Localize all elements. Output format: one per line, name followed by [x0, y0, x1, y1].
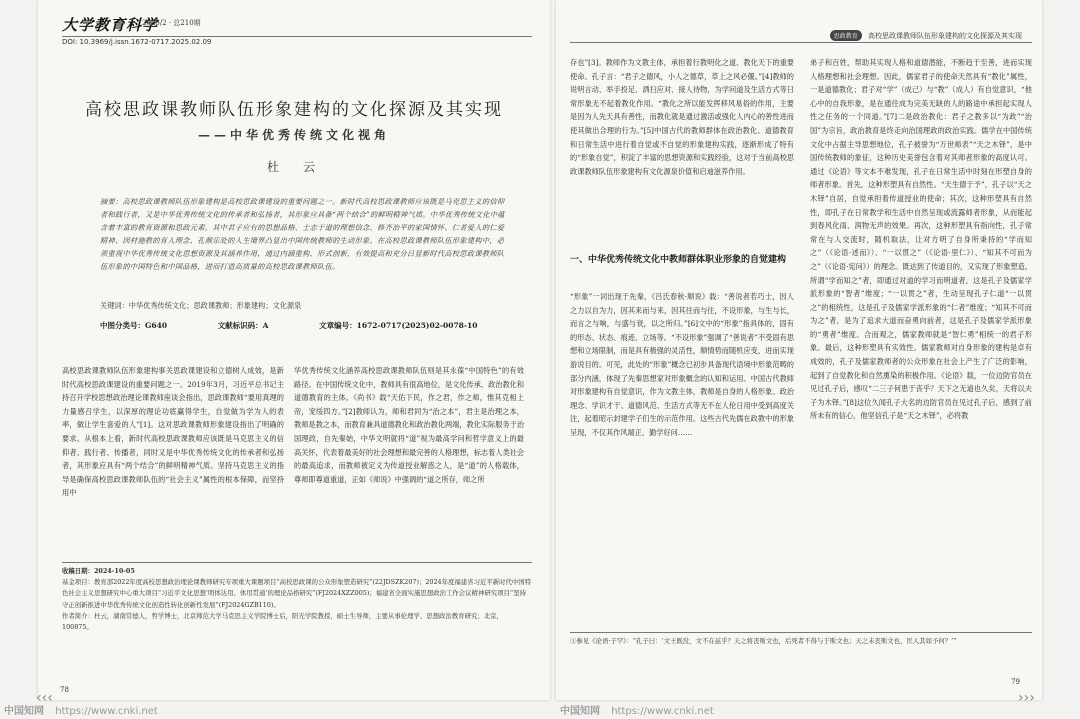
footnote-block — [62, 566, 532, 633]
article-number: 文章编号：1672-0717(2025)02-0078-10 — [319, 321, 478, 330]
footnote-rule-right — [570, 632, 1032, 633]
body-column-3 — [570, 56, 794, 246]
body-text: 弟子和百姓，帮助其实现人格和道德潜能，不断趋于至善，进而实现人格理想和社会理想。因此，儒家君子的使命天然具有“教化”属性，一是道德教化；君子对“学”（成己）与“教”（成人）有自觉意识，“他心中的自我形象，是在通往成为完美无缺的人的路途中承担起实现人性之任务的一个同道。”[7]二是政治教化：君子之教多以“为政”“治国”为宗旨，政治教育是终走向治国理政的政治实践。儒学在中国传统文化中占据主导思想地位，孔子被誉为“万世师表”“天之木铎”，是中国传统教师的象征，这种历史美誉包含着对其师者形象的高度认可。通过《论语》等文本不难发现，孔子在日常生活中时刻在形塑自身的师者形象。首先，这种形塑具有自然性。“天生德于予”，孔子以“天之木铎”自居，自觉承担着传道授业的使命；其次，这种形塑具有自然性，即孔子在日常教学和生活中自然呈现或流露师者形象，从而能起到春风化雨、润物无声的效果。再次，这种形塑具有指向性，孔子常常在与人交流时，随机取法，让对方明了自身所秉持的“学而知之”（《论语·述而》）、“一以贯之”（《论语·里仁》）、“知其不可而为之”（《论语·宪问》）的理念。既达到了传道目的，又实现了形象塑造。所谓“学而知之”者，即通过对道的学习而明道者，这是孔子及儒家学派形象的“智者”维度；“一以贯之”者，生动呈现孔子仁道“一以贯之”的相统性，这是孔子及儒家学派形象的“仁者”维度；“知其不可而为之”者，是为了追求大道而奋勇向前者，这是孔子及儒家学派形象的“勇者”维度。合而观之，儒家教师就是“智仁勇”相统一的君子形象。最后，这种形塑具有实效性。儒家教师对自身形象的建构是卓有成效的，孔子及儒家教师者的公众形象在社会上产生了广泛的影响，起到了自觉教化和自然熏染的积极作用。《论语》载，一位边防官员在见过孔子后，感叹“二三子何患于丧乎？天下之无道也久矣，天将以夫子为木铎。”[8]这位久闻孔子大名的边防官员在见过孔子后，感到了前所未有的信心，他坚信孔子是“天之木铎”，必将教 — [810, 58, 1032, 421]
doi: DOI: 10.3969/j.issn.1672-0717.2025.02.09 — [62, 38, 212, 46]
body-text: “形象”一词出现于先秦，《吕氏春秋·顺说》载：“善说者若巧士，因人之力以自为力，因其来而与来，因其往而与往，不设形象，与生与长，而言之与响，与盛与衰，以之所归。”[6]文中的“形象”指具体的，固有的形态、状态、痕迹、立场等。“不设形象”强调了“善说者”不受固有思想和立场限制，而是具有极强的灵活性，顺情势而随机应变，进而实现游说目的。可见，此处的“形象”概念已初步具备现代语境中形象范畴的部分内涵，体现了先秦思想家对形象概念的认知和运用。中国古代教师对形象建构有自觉意识，作为文教主体，教师是自身的人格形象、政治理念、学识才干、道德风范、生活方式等无不在人伦日用中受到高度关注，起着昭示封建学子们生的示范作用。这些古代先儒在政教中的形象呈现，不仅其作风端正、勤学好问…… — [570, 292, 794, 437]
running-head — [830, 30, 1022, 41]
author-info: 作者简介：杜云，湖南常德人，哲学博士，北京师范大学马克思主义学院博士后，阳光学院教授，硕士生导师，主要从事伦理学、思想政治教育研究；北京，100875。 — [62, 611, 503, 632]
left-page — [38, 0, 550, 700]
watermark-center — [560, 702, 714, 717]
section-heading: 一、中华优秀传统文化中教师群体职业形象的自觉建构 — [570, 255, 787, 265]
right-page — [556, 0, 1042, 700]
body-text: 存也”[3]。教师作为文教主体，承担着行教明化之道、教化天下的重要使命。孔子言：“君子之德风，小人之德草，草上之风必偃。”[4]教师的说明言动、举手投足、洒扫应对、接人待物，为学问道及生活方式等日常形象无不起着教化作用。“教化之所以能发挥移风易俗的作用，主要是因为人先天具有善性，而教化就是通过激活或强化人内心的善性进而使其做出合理的行为。”[5]中国古代的教师群体在政治教化、道德教育和日常生活中进行着自觉或不自觉的形象建构实践，逐渐形成了特有的“形象自觉”，积淀了丰富的思想资源和实践经验，这对于当前高校思政课教师队伍形象建构有文化源泉价值和启迪滋养作用。 — [570, 58, 794, 176]
received-date: 收稿日期：2024-10-05 — [62, 567, 135, 575]
running-head-text: 高校思政课教师队伍形象建构的文化探源及其实现 — [868, 32, 1022, 40]
clc-number: 中图分类号：G640 — [100, 321, 168, 330]
footnote-right: ①参见《论语·子罕》：“孔子曰：‘文王既没，文不在兹乎？天之将丧斯文也，后死者不得与于斯文也；天之未丧斯文也，匡人其如予何？’” — [570, 637, 957, 645]
page-number-right: 79 — [1011, 678, 1020, 686]
section-badge: 思政教育 — [830, 30, 862, 41]
keywords: 关键词：中华优秀传统文化；思政课教师；形象建构；文化源泉 — [100, 301, 302, 310]
watermark-left — [4, 702, 158, 717]
body-column-1 — [62, 364, 284, 500]
abstract: 摘要：高校思政课教师队伍形象建构是高校思政课建设的重要问题之一。新时代高校思政课教师应该既是马克思主义的信仰者和践行者，又是中华优秀传统文化的传承者和弘扬者，其形象应具备“两个结合”的鲜明精神气质。中华优秀传统文化中蕴含着丰富的教育资源和思政元素，其中君子应有的思想品格、士志于道的理想信念、修齐治平的家国情怀、仁者爱人的仁爱精神、因材施教的育人理念、孔颜乐处的人生境界凸显出中国传统教师的生动形象。在高校思政课教师队伍形象建构中，必须重视中华优秀传统文化思想资源及其涵养作用，通过内涵重构、形式创新，有效提高和充分吕显新时代高校思政课教师队伍形象的中国特色和中国品格，进而打造高质量的高校思政课教师队伍。 — [100, 197, 505, 271]
previous-page-button[interactable]: ‹‹‹ — [36, 690, 53, 706]
author-name: 杜 云 — [266, 160, 321, 174]
body-column-2 — [294, 364, 524, 486]
watermark-url: https://www.cnki.net — [55, 706, 158, 717]
header-rule-right — [570, 42, 1032, 43]
article-title: 高校思政课教师队伍形象建构的文化探源及其实现 — [85, 100, 503, 120]
body-text: 高校思政课教师队伍形象建构事关思政课建设和立德树人成效，是新时代高校思政课建设的重要问题之一。2019年3月，习近平总书记主持召开学校思想政治理论课教师座谈会指出，思政课教师“要用真理的力量感召学生，以深厚的理论功底赢得学生，自觉做为学为人的表率，做让学生喜爱的人”[1]。这对思政课教师形象建设指出了明确的要求。从根本上看，新时代高校思政课教师应该既是马克思主义的信仰者、践行者、传播者，同时又是中华优秀传统文化的传承者和弘扬者，其形象应具有“两个结合”的鲜明精神气质。坚持马克思主义的指导是确保高校思政课教师队伍的“社会主义”属性的根本保障，而坚持用中 — [62, 366, 284, 498]
watermark-url: https://www.cnki.net — [611, 706, 714, 717]
watermark-brand: 中国知网 — [4, 706, 44, 717]
next-page-button[interactable]: ››› — [1018, 690, 1035, 706]
classification-row — [100, 320, 530, 331]
journal-issue: 2025/2 · 总210期 — [142, 19, 201, 27]
body-column-4 — [810, 56, 1032, 628]
journal-name: 大学教育科学 — [62, 16, 159, 34]
page-number-left: 78 — [60, 686, 69, 694]
footnote-rule — [62, 562, 532, 563]
document-code: 文献标识码：A — [217, 321, 269, 330]
article-subtitle: ——中华优秀传统文化视角 — [197, 128, 390, 142]
watermark-brand: 中国知网 — [560, 706, 600, 717]
body-column-3-continued — [570, 290, 794, 628]
header-rule — [62, 36, 532, 37]
fund-info: 基金项目：教育部2022年度高校思想政治理论课教师研究专项重大课题项目“高校思政课的公众形象塑造研究”(22JDSZK207)；2024年度福建省习近平新时代中国特色社会主义思想研究中心重大项目“习近平文化思想‘明体达用、体用贯通’的理论品格研究”(FJ2024XZZ005)；福建省全面实施思想政治工作会议精神研究项目“坚持守正创新推进中华优秀传统文化创造性转化创新性发展”(FJ2024GZB110)。 — [62, 578, 532, 609]
body-text: 华优秀传统文化涵养高校思政课教师队伍则是其永葆“中国特色”的有效路径。在中国传统文化中，教师具有很高地位，是文化传承、政治教化和道德教育的主体。《尚书》载“天佑下民，作之君，作之师，惟其克相上帝，宠绥四方。”[2]教师认为，师和君同为“治之本”，君主是治理之本，教师是教之本，而教育兼具道德教化和政治教化两端，教化实际服务于治国理政，自先秦始，中华文明就将“道”视为最高学问和哲学意义上的最高关怀，代表着最美好的社会理想和最完善的人格理想，标志着人类社会的最高追求，而教师被定义为传道授业解惑之人，是“道”的人格载体，尊师即尊道重道，正如《师说》中强调的“道之所存，师之所 — [294, 366, 525, 484]
